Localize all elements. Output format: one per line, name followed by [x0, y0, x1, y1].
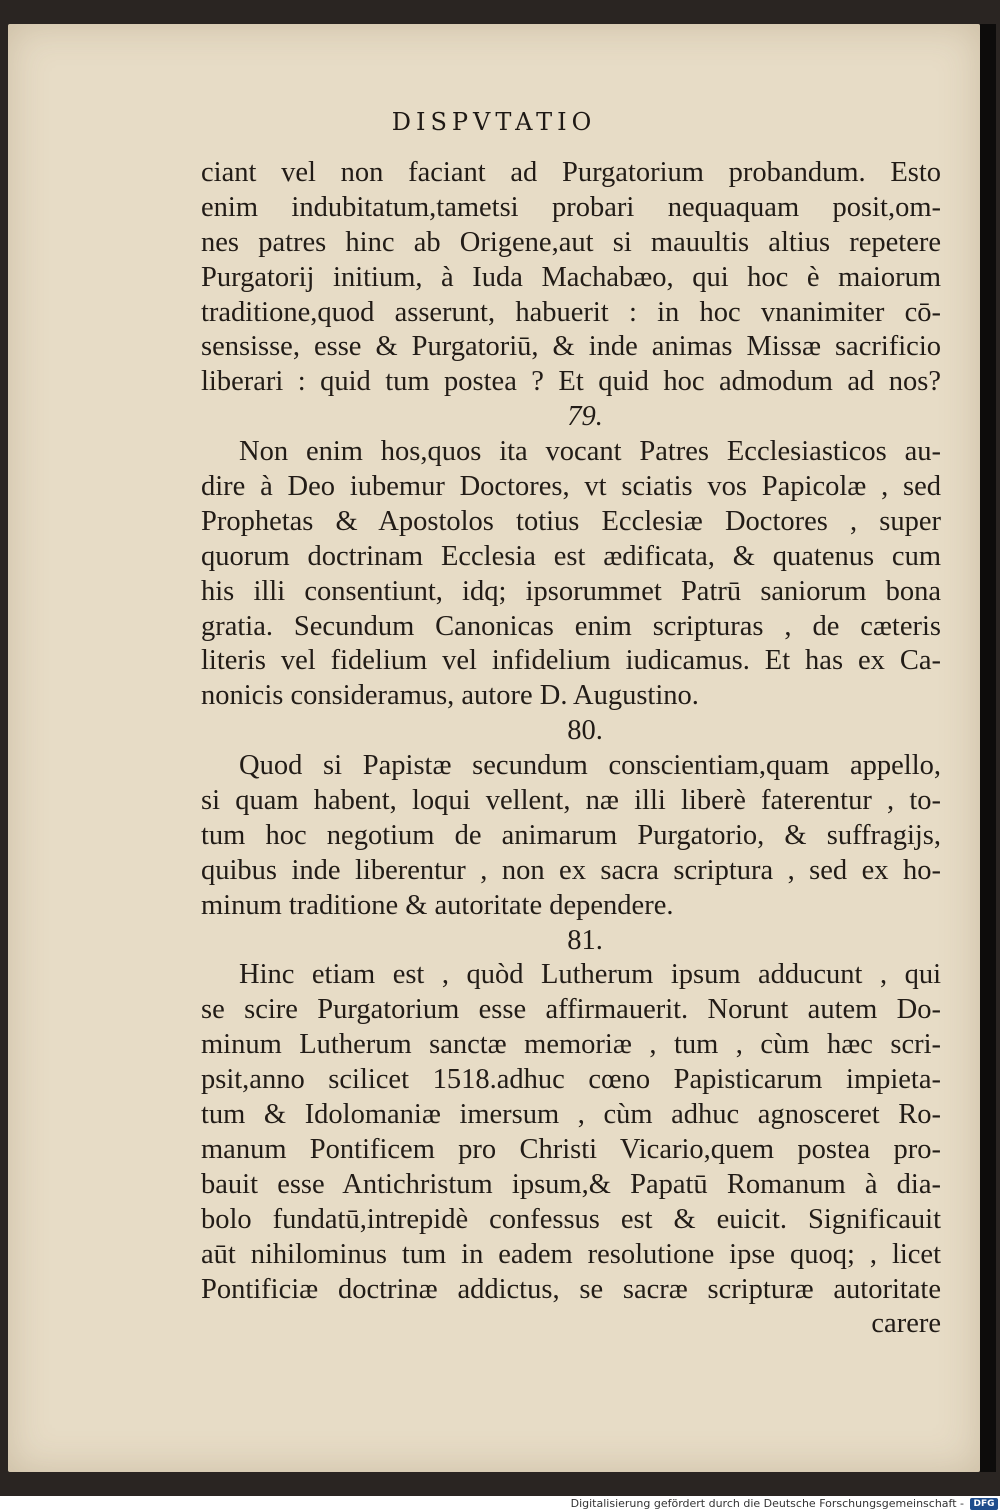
text-line: minum Lutherum sanctæ memoriæ , tum , cùm hæc scri- [201, 1029, 941, 1061]
text-line: literis vel fidelium vel infidelium iudicamus. Et has ex Ca- [201, 645, 941, 677]
text-line: liberari : quid tum postea ? Et quid hoc admodum ad nos? [201, 366, 941, 398]
text-line: si quam habent, loqui vellent, næ illi liberè faterentur , to- [201, 785, 941, 817]
section-number: 79. [567, 401, 603, 433]
text-line: manum Pontificem pro Christi Vicario,quem postea pro- [201, 1133, 941, 1165]
binding-edge [980, 24, 996, 1472]
text-line: minum traditione & autoritate dependere. [201, 889, 674, 921]
catchword: carere [871, 1308, 941, 1340]
text-line: aūt nihilominus tum in eadem resolutione ipse quoq; , licet [201, 1238, 941, 1270]
section-number: 80. [567, 715, 603, 747]
text-line: Hinc etiam est , quòd Lutherum ipsum adducunt , qui [239, 959, 941, 991]
text-line: Pontificiæ doctrinæ addictus, se sacræ scripturæ autoritate [201, 1273, 941, 1305]
text-line: Quod si Papistæ secundum conscientiam,quam appello, [239, 750, 941, 782]
text-line: psit,anno scilicet 1518.adhuc cœno Papisticarum impieta- [201, 1064, 941, 1096]
footer-credit: Digitalisierung gefördert durch die Deutsche Forschungsgemeinschaft - [570, 1497, 964, 1510]
text-line: his illi consentiunt, idq; ipsorummet Patrū saniorum bona [201, 575, 941, 607]
footer-bar [0, 1496, 1000, 1512]
text-line: traditione,quod asserunt, habuerit : in hoc vnanimiter cō- [201, 296, 941, 328]
book-page [8, 24, 980, 1472]
section-number: 81. [567, 924, 603, 956]
text-line: nonicis consideramus, autore D. Augustino. [201, 680, 699, 712]
running-head: DISPVTATIO [391, 108, 597, 136]
text-line: bauit esse Antichristum ipsum,& Papatū Romanum à dia- [201, 1168, 941, 1200]
text-line: tum hoc negotium de animarum Purgatorio, & suffragijs, [201, 819, 941, 851]
text-block [201, 156, 941, 1342]
text-line: dire à Deo iubemur Doctores, vt sciatis vos Papicolæ , sed [201, 471, 941, 503]
text-line: gratia. Secundum Canonicas enim scripturas , de cæteris [201, 610, 941, 642]
text-line: Purgatorij initium, à Iuda Machabæo, qui hoc è maiorum [201, 261, 941, 293]
text-line: Non enim hos,quos ita vocant Patres Ecclesiasticos au- [239, 436, 941, 468]
text-line: nes patres hinc ab Origene,aut si mauultis altius repetere [201, 226, 941, 258]
text-line: quibus inde liberentur , non ex sacra scriptura , sed ex ho- [201, 854, 941, 886]
text-line: enim indubitatum,tametsi probari nequaquam posit,om- [201, 191, 941, 223]
text-line: Prophetas & Apostolos totius Ecclesiæ Doctores , super [201, 505, 941, 537]
text-line: bolo fundatū,intrepidè confessus est & euicit. Significauit [201, 1203, 941, 1235]
text-line: tum & Idolomaniæ imersum , cùm adhuc agnosceret Ro- [201, 1099, 941, 1131]
dfg-logo: DFG [970, 1498, 998, 1510]
text-line: se scire Purgatorium esse affirmauerit. Norunt autem Do- [201, 994, 941, 1026]
text-line: quorum doctrinam Ecclesia est ædificata, & quatenus cum [201, 540, 941, 572]
text-line: ciant vel non faciant ad Purgatorium probandum. Esto [201, 157, 941, 188]
text-line: sensisse, esse & Purgatoriū, & inde animas Missæ sacrificio [201, 331, 941, 363]
